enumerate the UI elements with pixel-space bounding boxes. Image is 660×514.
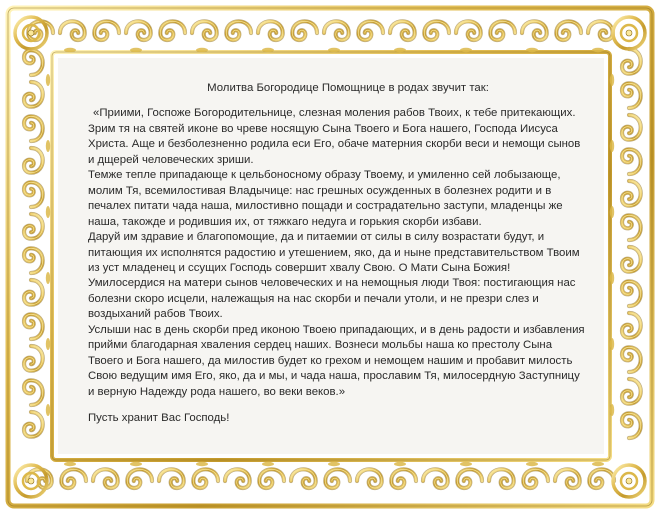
- leaf-accent-icon: [526, 462, 538, 466]
- leaf-accent-icon: [610, 272, 614, 284]
- leaf-accent-icon: [592, 462, 604, 466]
- leaf-accent-icon: [460, 462, 472, 466]
- leaf-accent-icon: [130, 462, 142, 466]
- prayer-paragraph-1: «Приими, Госпоже Богородительнице, слезная моления рабов Твоих, к тебе притекающих. Зрим тя на святей иконе во чреве носящую Сына Твоего и Бога нашего, Господа Иисуса Христа. Аще и безболезненно родила еси Его, обаче матерния скорби веси и немощи сынов и дщерей человеческих зриши.: [88, 107, 581, 166]
- leaf-accent-icon: [46, 272, 50, 284]
- leaf-accent-icon: [610, 74, 614, 86]
- leaf-accent-icon: [460, 48, 472, 52]
- leaf-accent-icon: [262, 48, 274, 52]
- leaf-accent-icon: [328, 48, 340, 52]
- leaf-accent-icon: [394, 462, 406, 466]
- leaf-accent-icon: [610, 140, 614, 152]
- leaf-accent-icon: [610, 404, 614, 416]
- leaf-accent-icon: [130, 48, 142, 52]
- leaf-accent-icon: [526, 48, 538, 52]
- leaf-accent-icon: [262, 462, 274, 466]
- leaf-accent-icon: [64, 48, 76, 52]
- leaf-accent-icon: [610, 206, 614, 218]
- closing-blessing: Пусть хранит Вас Господь!: [88, 412, 230, 425]
- leaf-accent-icon: [46, 404, 50, 416]
- leaf-accent-icon: [46, 206, 50, 218]
- prayer-paragraph-3: Даруй им здравие и благопомощие, да и питаемии от силы в силу возрастати будут, и питающия их исполнятся радостию и утешением, яко, да и ныне представительством Твоим из уст младенец и ссущих Господь совершит хвалу Свою. О Мати Сына Божия!: [88, 231, 580, 274]
- prayer-title: Молитва Богородице Помощнице в родах звучит так:: [207, 82, 489, 94]
- leaf-accent-icon: [328, 462, 340, 466]
- leaf-accent-icon: [394, 48, 406, 52]
- leaf-accent-icon: [196, 462, 208, 466]
- prayer-paragraph-4: Умилосердися на матери сынов человеческих и на немощныя люди Твоя: постигающия нас болезни скоро исцели, належащыя на нас скорби и печали утоли, и не презри слез и воздыханий рабов Твоих.: [88, 277, 576, 321]
- prayer-paragraph-5: Услыши нас в день скорби пред иконою Твоею припадающих, и в день радости и избавления прийми благодарная хваления сердец наших. Вознеси мольбы наша ко престолу Сына Твоего и Бога нашего, да милостив будет ко грехом и немощем нашим и пробавит милость Свою ведущим имя Его, яко, да и мы, и чада наша, прославим Тя, милосердную Заступницу и верную Надежду рода нашего, во веки веков.»: [88, 323, 585, 398]
- leaf-accent-icon: [64, 462, 76, 466]
- leaf-accent-icon: [610, 338, 614, 350]
- prayer-document: [88, 81, 588, 427]
- prayer-paragraph-2: Темже тепле припадающе к цельбоносному образу Твоему, и умиленно сей лобызающе, молим Тя, всемилостивая Владычице: нас грешных осужденных в болезнех родити и в печалех питати чада наша, милостивно пощади и сострадательно заступи, младенцы же наша, такожде и родившия их, от тяжкаго недуга и горькия скорби избави.: [88, 169, 563, 228]
- leaf-accent-icon: [196, 48, 208, 52]
- leaf-accent-icon: [46, 74, 50, 86]
- leaf-accent-icon: [46, 140, 50, 152]
- leaf-accent-icon: [46, 338, 50, 350]
- leaf-accent-icon: [592, 48, 604, 52]
